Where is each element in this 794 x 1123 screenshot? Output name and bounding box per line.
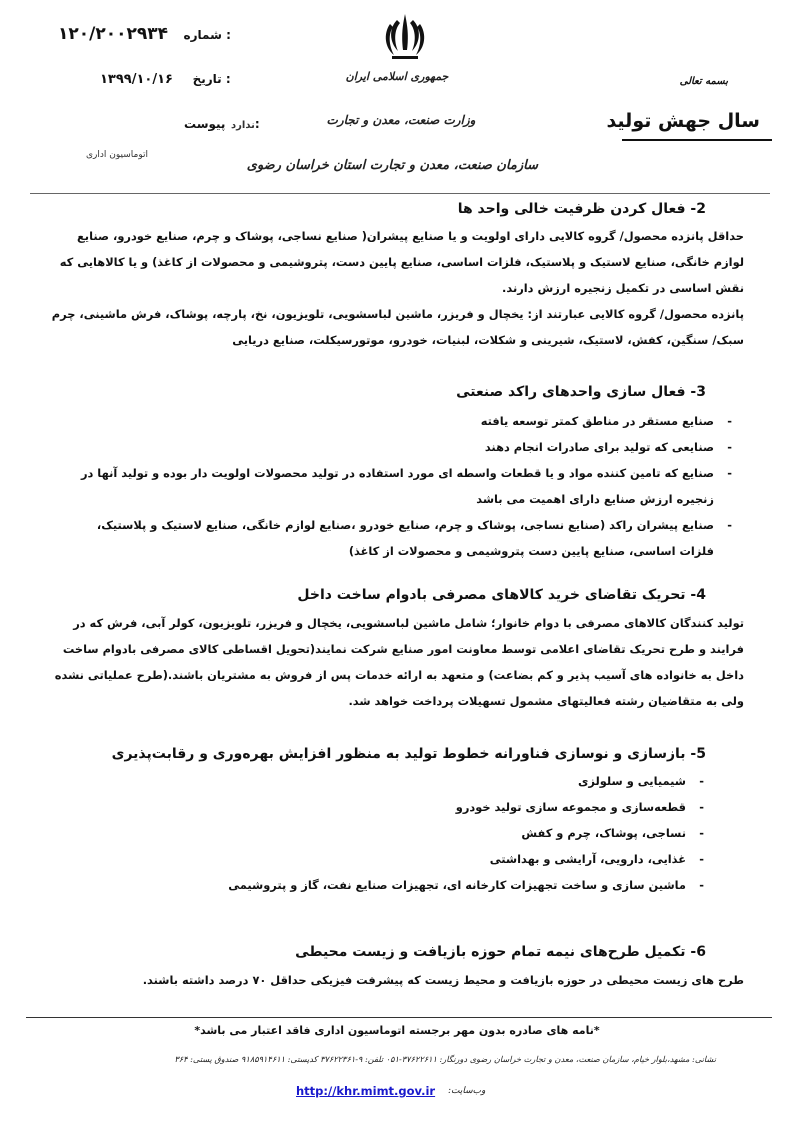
contact-address: نشانی: مشهد،بلوار خیام، سازمان صنعت، معدن و تجارت خراسان رضوی دورنگار: ۳۷۶۲۲۶۱۱-۰۵۱ تلفن: ۹-۳۷۶۲۲۳۶۱ کدپستی: ۹۱۸۵۹۱۴۶۱۱ صندوق پستی: ۳۶۴ <box>174 1054 716 1064</box>
letter-number-label: شماره : <box>183 28 231 42</box>
ministry-title: وزارت صنعت، معدن و تجارت <box>326 113 476 127</box>
letter-number <box>58 24 231 44</box>
validity-note: *نامه های صادره بدون مهر برجسته اتوماسیون اداری فاقد اعتبار می باشد* <box>194 1024 600 1037</box>
year-slogan: سال جهش تولید <box>606 110 760 132</box>
letter-attachment <box>162 113 260 132</box>
section-2-heading: 2- فعال کردن ظرفیت خالی واحد ها <box>457 201 706 217</box>
automation-note: اتوماسیون اداری <box>86 150 148 160</box>
section-6-heading: 6- تکمیل طرح‌های نیمه تمام حوزه بازیافت و زیست محیطی <box>295 944 706 960</box>
section-3-list <box>60 408 736 564</box>
list-item: - ماشین سازی و ساخت تجهیزات کارخانه ای، تجهیزات صنایع نفت، گاز و پتروشیمی <box>180 872 712 898</box>
letter-date-label: تاریخ : <box>192 72 231 86</box>
section-4-heading: 4- تحریک تقاضای خرید کالاهای مصرفی بادوام ساخت داخل <box>297 587 706 603</box>
slogan-underline <box>622 139 772 141</box>
header-divider <box>30 193 770 194</box>
section-6-paragraph-1: طرح های زیست محیطی در حوزه بازیافت و محیط زیست که پیشرفت فیزیکی حداقل ۷۰ درصد داشته باشند. <box>142 973 744 987</box>
list-item: - غذایی، دارویی، آرایشی و بهداشتی <box>180 846 712 872</box>
basmala: بسمه تعالی <box>679 76 728 87</box>
list-item: - نساجی، پوشاک، چرم و کفش <box>180 820 712 846</box>
list-item: - شیمیایی و سلولزی <box>180 768 712 794</box>
list-item: - صنایعی که تولید برای صادرات انجام دهند <box>60 434 736 460</box>
republic-title: جمهوری اسلامی ایران <box>345 70 449 83</box>
letter-number-value: ۱۲۰/۲۰۰۲۹۳۴ <box>58 24 168 44</box>
website-link[interactable]: http://khr.mimt.gov.ir <box>296 1084 436 1098</box>
list-item: - قطعه‌سازی و مجموعه سازی تولید خودرو <box>180 794 712 820</box>
section-2-body <box>50 223 744 353</box>
section-5-heading: 5- بازسازی و نوسازی فناورانه خطوط تولید به منظور افزایش بهره‌وری و رقابت‌پذیری <box>111 746 706 762</box>
section-2-paragraph-2: پانزده محصول/ گروه کالایی عبارتند از: یخچال و فریزر، ماشین لباسشویی، تلویزیون، نخ، پارچه، پوشاک، فرش ماشینی، چرم سبک/ سنگین، کفش، لاستیک، شیرینی و شکلات، لبنیات، خودرو، موتورسیکلت، صنایع دریایی <box>51 307 744 347</box>
letter-attachment-value: ندارد <box>231 120 255 131</box>
section-4-body <box>50 610 744 714</box>
footer-divider <box>26 1017 772 1018</box>
list-item: - صنایع مستقر در مناطق کمتر توسعه یافته <box>60 408 736 434</box>
letter-attachment-label: پیوست: <box>184 117 260 131</box>
organization-title: سازمان صنعت، معدن و تجارت استان خراسان رضوی <box>246 158 538 173</box>
letter-date-value: ۱۳۹۹/۱۰/۱۶ <box>100 72 173 87</box>
list-item: - صنایع که تامین کننده مواد و یا قطعات واسطه ای مورد استفاده در تولید محصولات اولویت دار بوده و تولید آنها در زنجیره ارزش صنایع دارای اهمیت می باشد <box>60 460 736 512</box>
section-3-heading: 3- فعال سازی واحدهای راکد صنعتی <box>456 384 706 400</box>
section-5-list <box>180 768 712 898</box>
website-label: وب‌سایت: <box>448 1086 486 1096</box>
section-2-paragraph-1: حداقل پانزده محصول/ گروه کالایی دارای اولویت و یا صنایع پیشران( صنایع نساجی، پوشاک و چرم، صنایع خودرو، صنایع لوازم خانگی، صنایع لاستیک و پلاستیک، فلزات اساسی، صنایع پایین دست، پتروشیمی و محصولات از کاغذ) و یا کالاهایی که نقش اساسی در تکمیل زنجیره ارزش دارند. <box>59 229 744 295</box>
iran-emblem-icon <box>382 10 428 62</box>
letter-date <box>100 68 231 87</box>
section-6-body <box>50 967 744 993</box>
section-4-paragraph-1: تولید کنندگان کالاهای مصرفی با دوام خانوار؛ شامل ماشین لباسشویی، یخچال و فریزر، تلویزیون، کولر آبی، فرش که در فرایند و طرح تحریک تقاضای اعلامی توسط معاونت امور صنایع شرکت نمایند(تحویل اقساطی کالای مصرفی بادوام ساخت داخل به خانواده های آسیب پذیر و کم بضاعت) و متعهد به ارائه خدمات پس از فروش به مشتریان باشند.(طرح عملیاتی نشده ولی به متقاضیان رشته فعالیتهای مشمول تسهیلات پرداخت خواهد شد. <box>54 616 744 708</box>
list-item: - صنایع پیشران راکد (صنایع نساجی، پوشاک و چرم، صنایع خودرو ،صنایع لوازم خانگی، صنایع لاستیک و پلاستیک، فلزات اساسی، صنایع پایین دست پتروشیمی و محصولات از کاغذ) <box>60 512 736 564</box>
